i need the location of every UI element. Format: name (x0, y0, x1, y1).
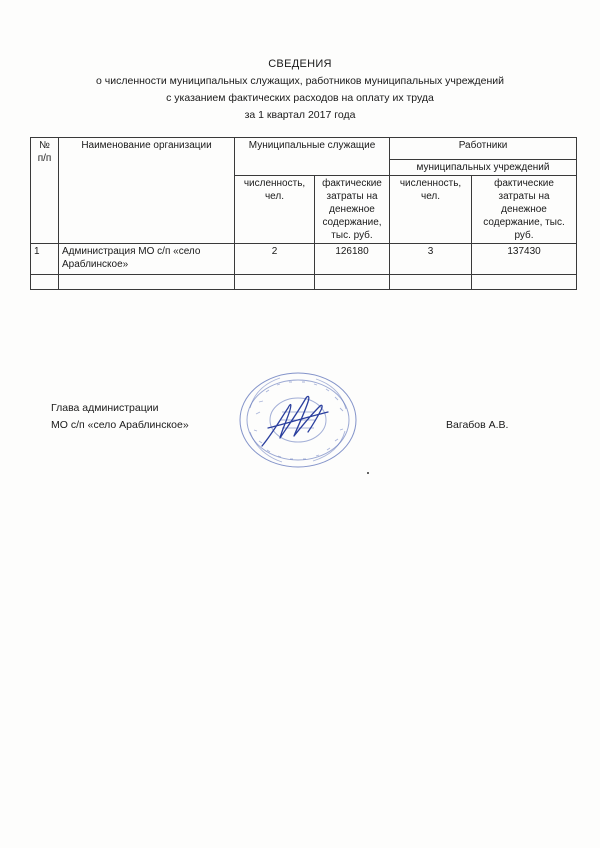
handwritten-signature (262, 396, 328, 446)
empty-cell (472, 275, 577, 290)
ink-dot (367, 472, 369, 474)
staff-costs-table (30, 137, 577, 290)
document-subtitle-2: с указанием фактических расходов на оплату их труда (166, 92, 434, 104)
row-org-name: Администрация МО с/п «село Араблинское» (59, 244, 235, 275)
signatory-position-line-2: МО с/п «село Араблинское» (51, 419, 189, 431)
document-title: СВЕДЕНИЯ (268, 58, 332, 70)
header-org-name: Наименование организации (59, 138, 235, 244)
header-num: № п/п (31, 138, 59, 244)
official-stamp-icon (232, 368, 362, 472)
row-num: 1 (31, 244, 59, 275)
table-row (31, 244, 577, 275)
document-subtitle-1: о численности муниципальных служащих, работников муниципальных учреждений (96, 75, 504, 87)
empty-cell (390, 275, 472, 290)
document-header (0, 56, 600, 124)
header-costs-servants: фактические затраты на денежное содержание, тыс. руб. (315, 176, 390, 244)
header-costs-workers: фактические затраты на денежное содержание, тыс. руб. (472, 176, 577, 244)
document-period: за 1 квартал 2017 года (244, 109, 356, 121)
signatory-position-line-1: Глава администрации (51, 402, 159, 414)
header-municipal-institutions: муниципальных учреждений (390, 160, 577, 176)
signatory-name: Вагабов А.В. (446, 419, 509, 431)
header-workers: Работники (390, 138, 577, 160)
row-workers-costs: 137430 (472, 244, 577, 275)
row-servants-costs: 126180 (315, 244, 390, 275)
header-count-servants: численность, чел. (235, 176, 315, 244)
table-row-empty (31, 275, 577, 290)
empty-cell (235, 275, 315, 290)
row-servants-count: 2 (235, 244, 315, 275)
header-count-workers: численность, чел. (390, 176, 472, 244)
row-workers-count: 3 (390, 244, 472, 275)
empty-cell (59, 275, 235, 290)
empty-cell (315, 275, 390, 290)
signatory-position (51, 400, 189, 434)
empty-cell (31, 275, 59, 290)
header-municipal-servants: Муниципальные служащие (235, 138, 390, 176)
